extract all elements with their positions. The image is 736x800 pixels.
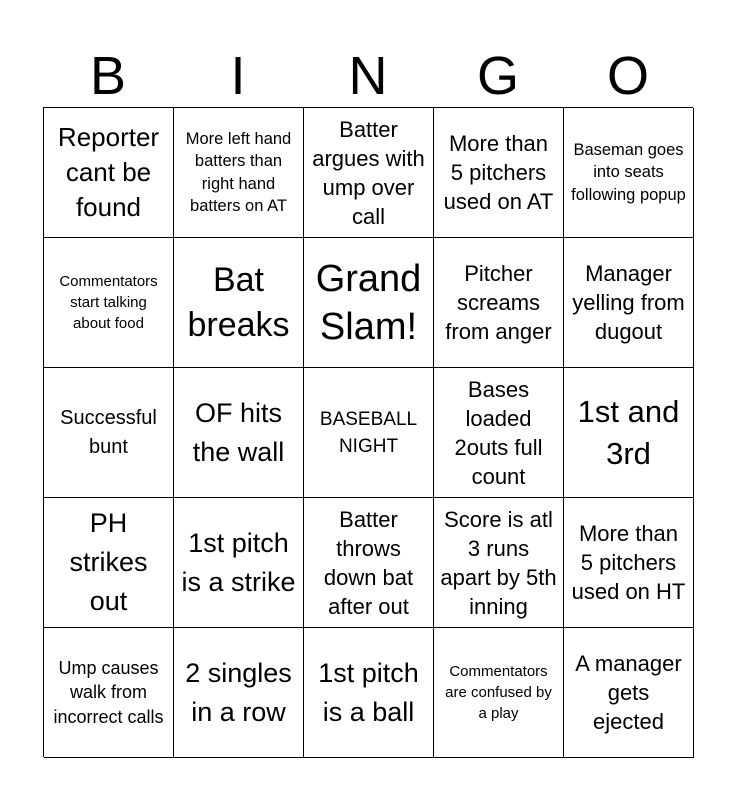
cell-text: Grand Slam!	[315, 257, 422, 348]
bingo-cell-r1-c2[interactable]	[304, 238, 434, 368]
cell-text: More than 5 pitchers used on HT	[571, 521, 686, 604]
bingo-cell-r4-c1[interactable]	[174, 628, 304, 758]
bingo-cell-r1-c3[interactable]	[434, 238, 564, 368]
bingo-cell-r0-c4[interactable]	[564, 108, 694, 238]
cell-text: Successful bunt	[60, 406, 157, 458]
cell-text: 1st pitch is a ball	[318, 657, 419, 727]
cell-text: Commentators are confused by a play	[445, 663, 552, 722]
header-letter-g: G	[476, 46, 519, 106]
cell-text: 1st and 3rd	[577, 393, 680, 471]
bingo-cell-r3-c1[interactable]	[174, 498, 304, 628]
bingo-cell-r4-c4[interactable]	[564, 628, 694, 758]
bingo-board	[43, 107, 693, 757]
header-letter-n: N	[348, 46, 388, 106]
cell-text: Bat breaks	[187, 260, 290, 344]
cell-text: Batter argues with ump over call	[312, 116, 425, 229]
bingo-cell-r3-c4[interactable]	[564, 498, 694, 628]
bingo-cell-r1-c4[interactable]	[564, 238, 694, 368]
cell-text: 1st pitch is a strike	[181, 527, 296, 597]
bingo-cell-r2-c1[interactable]	[174, 368, 304, 498]
bingo-cell-r4-c0[interactable]	[44, 628, 174, 758]
cell-text: Score is atl 3 runs apart by 5th inning	[440, 506, 557, 619]
bingo-header	[43, 44, 693, 108]
cell-text: Batter throws down bat after out	[323, 506, 414, 619]
cell-text: PH strikes out	[69, 508, 148, 616]
cell-text: A manager gets ejected	[575, 651, 682, 734]
cell-text: Baseman goes into seats following popup	[571, 140, 686, 204]
cell-text: Manager yelling from dugout	[572, 261, 685, 344]
header-letter-i: I	[230, 46, 246, 106]
bingo-cell-r3-c2[interactable]	[304, 498, 434, 628]
header-letter-b: B	[89, 46, 127, 106]
bingo-cell-r2-c3[interactable]	[434, 368, 564, 498]
bingo-cell-r0-c3[interactable]	[434, 108, 564, 238]
cell-text: Reporter cant be found	[57, 122, 160, 222]
cell-text: Commentators start talking about food	[59, 273, 158, 332]
cell-text: More than 5 pitchers used on AT	[443, 131, 554, 214]
bingo-cell-r4-c2[interactable]	[304, 628, 434, 758]
bingo-cell-r0-c1[interactable]	[174, 108, 304, 238]
cell-text: OF hits the wall	[192, 397, 285, 467]
bingo-cell-r3-c0[interactable]	[44, 498, 174, 628]
bingo-cell-r2-c4[interactable]	[564, 368, 694, 498]
bingo-cell-r4-c3[interactable]	[434, 628, 564, 758]
bingo-cell-r0-c2[interactable]	[304, 108, 434, 238]
bingo-cell-r1-c1[interactable]	[174, 238, 304, 368]
cell-text: Pitcher screams from anger	[445, 261, 552, 344]
header-letter-o: O	[606, 46, 649, 106]
cell-text: 2 singles in a row	[185, 657, 292, 727]
cell-text: Ump causes walk from incorrect calls	[53, 657, 164, 727]
cell-text: BASEBALL NIGHT	[319, 408, 418, 457]
bingo-cell-r0-c0[interactable]	[44, 108, 174, 238]
bingo-cell-r2-c0[interactable]	[44, 368, 174, 498]
bingo-cell-r1-c0[interactable]	[44, 238, 174, 368]
bingo-cell-r3-c3[interactable]	[434, 498, 564, 628]
cell-text: Bases loaded 2outs full count	[454, 376, 543, 489]
bingo-cell-r2-c2[interactable]	[304, 368, 434, 498]
cell-text: More left hand batters than right hand batters on AT	[185, 129, 292, 215]
